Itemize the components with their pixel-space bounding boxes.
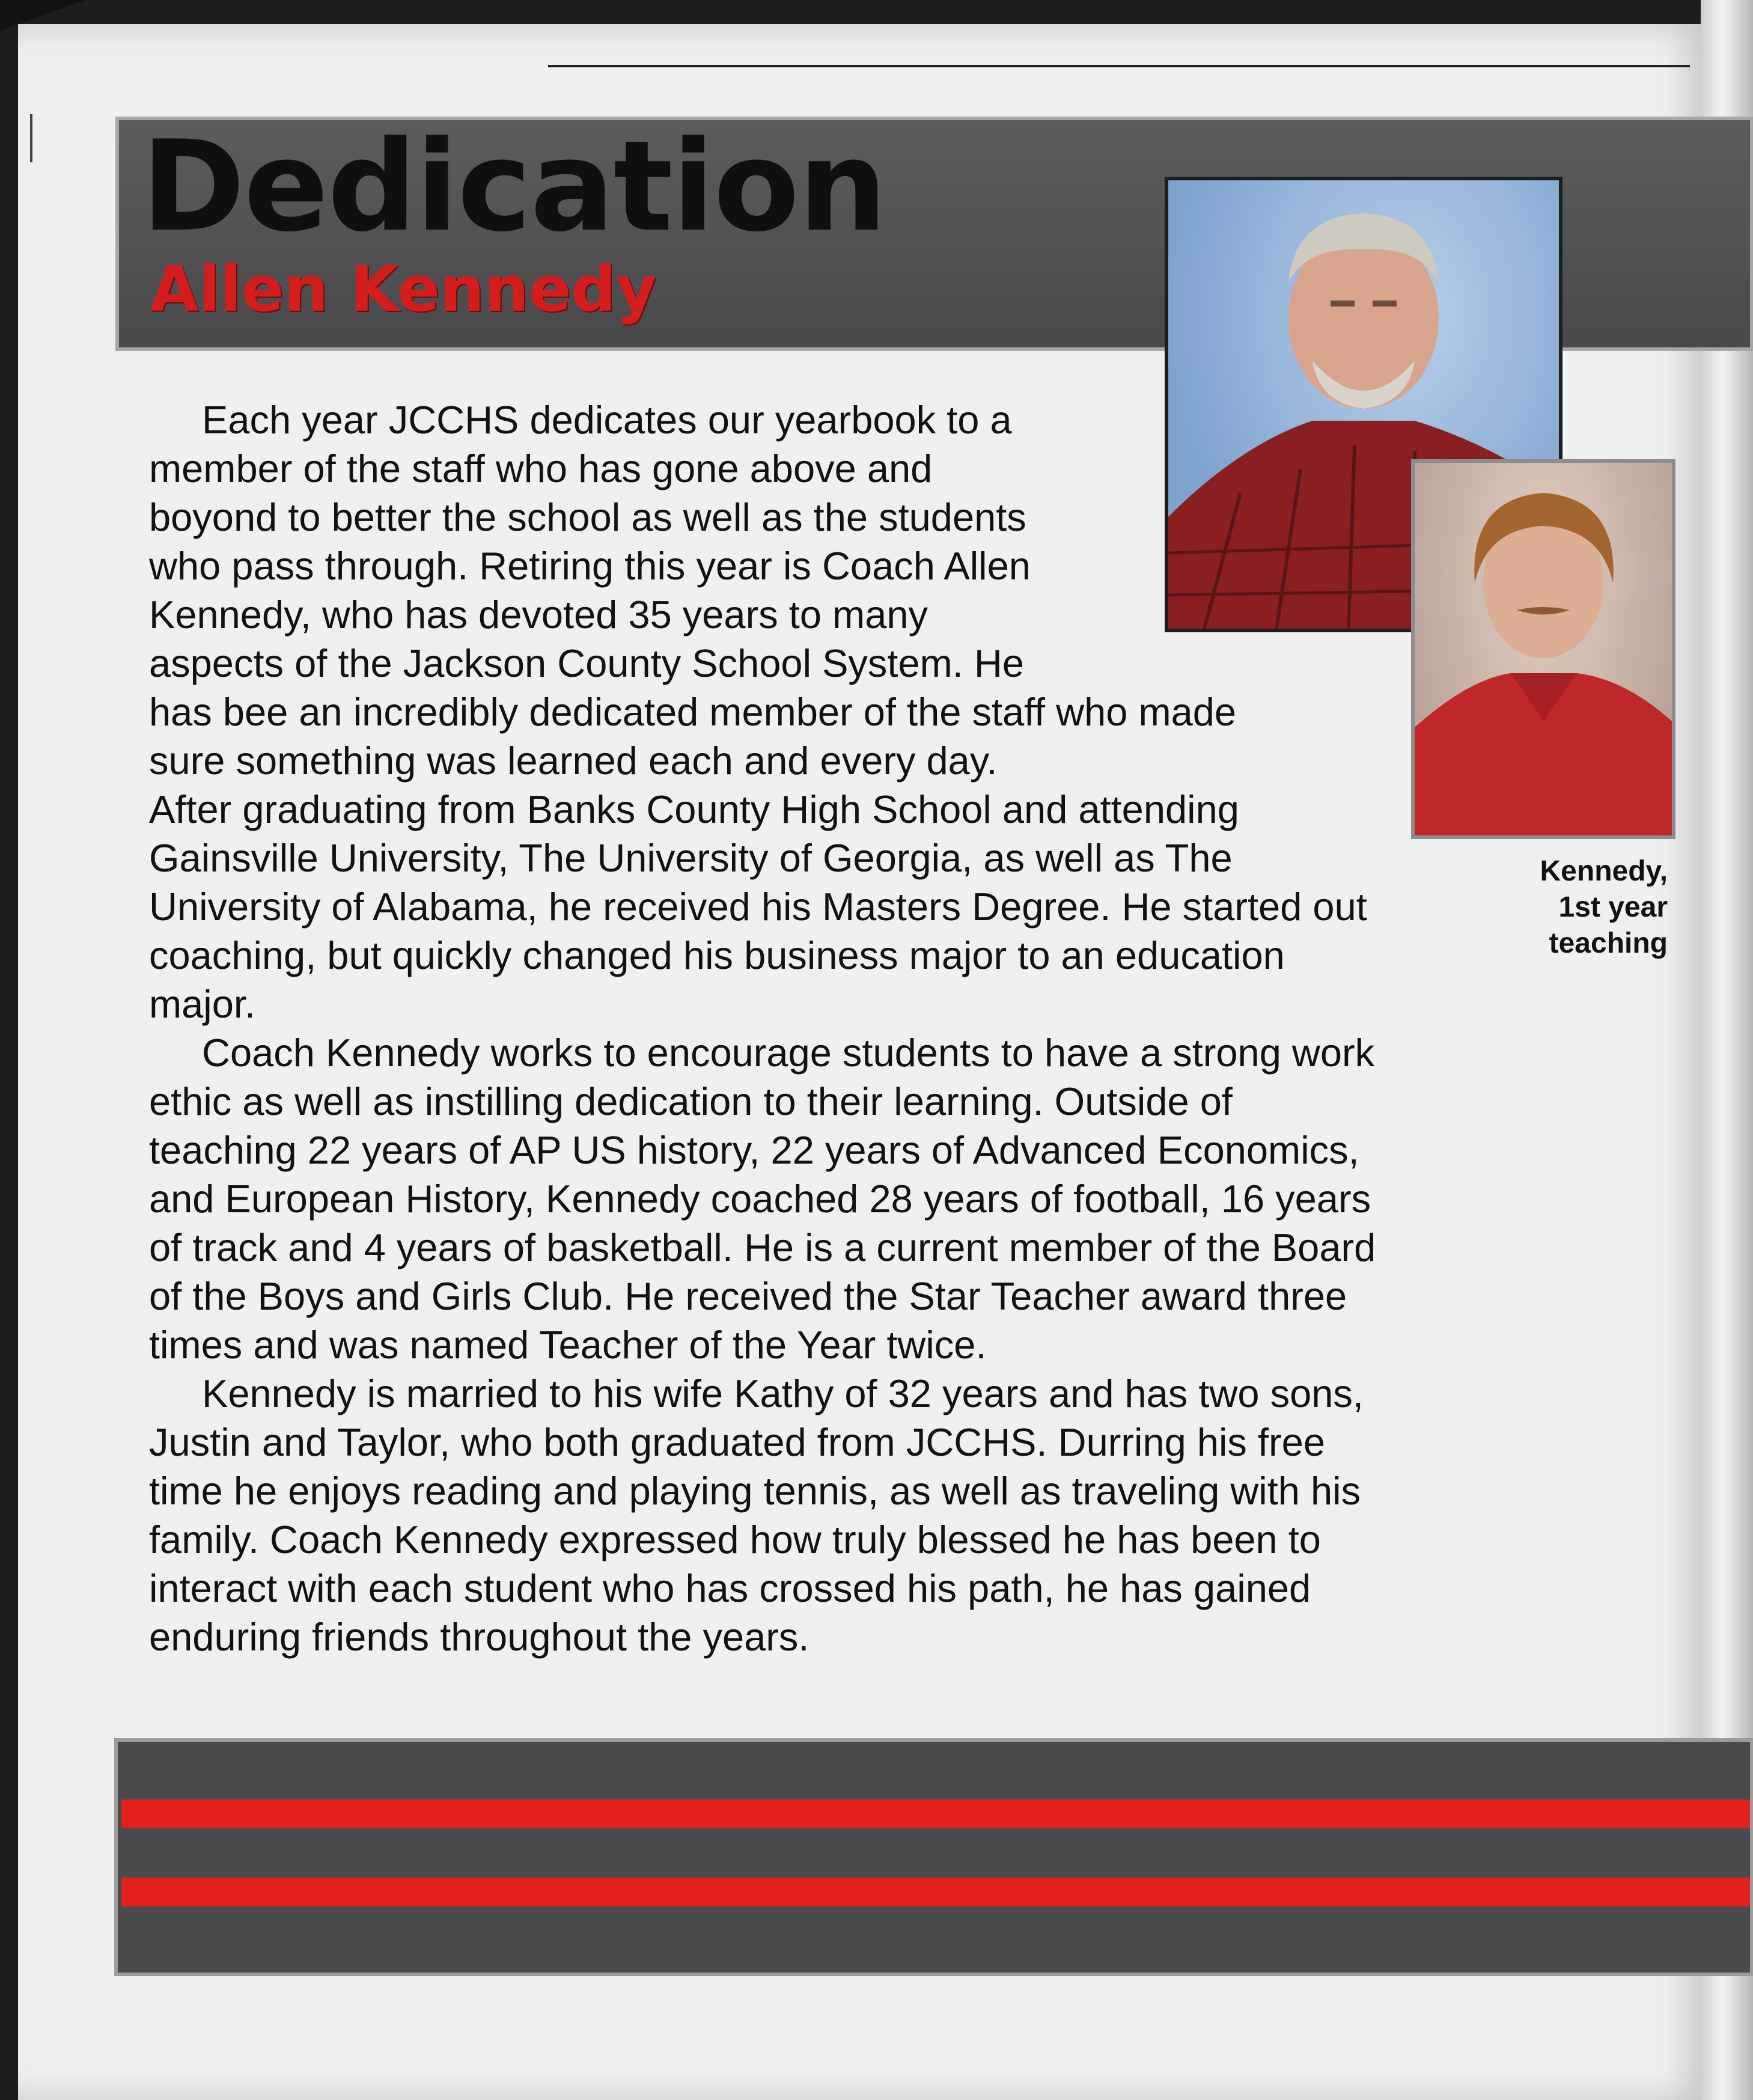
text-line: Justin and Taylor, who both graduated from JCCHS. Durring his free (149, 1420, 1325, 1464)
footer-red-stripe-top (121, 1799, 1750, 1828)
text-line: of the Boys and Girls Club. He received the Star Teacher award three (149, 1274, 1347, 1318)
footer-red-stripe-bottom (121, 1878, 1750, 1906)
text-line: coaching, but quickly changed his business major to an education (149, 933, 1285, 977)
text-line: Kennedy is married to his wife Kathy of 32 years and has two sons, (202, 1372, 1364, 1415)
text-line: major. (149, 982, 256, 1026)
left-edge-mark (30, 114, 32, 162)
text-line: Coach Kennedy works to encourage students to have a strong work (202, 1031, 1375, 1075)
page-title: Dedication (141, 114, 886, 260)
text-line: and European History, Kennedy coached 28 years of football, 16 years (149, 1177, 1371, 1221)
text-line: family. Coach Kennedy expressed how truly blessed he has been to (149, 1518, 1321, 1561)
caption-line-3: teaching (1549, 927, 1668, 959)
top-rule (548, 65, 1690, 67)
text-line: aspects of the Jackson County School System. He (149, 641, 1024, 685)
text-line: Each year JCCHS dedicates our yearbook to a (202, 398, 1012, 442)
text-line: time he enjoys reading and playing tennis, as well as traveling with his (149, 1469, 1361, 1513)
text-line: enduring friends throughout the years. (149, 1615, 809, 1659)
text-line: boyond to better the school as well as the students (149, 495, 1026, 539)
text-line: interact with each student who has crossed his path, he has gained (149, 1566, 1311, 1610)
text-line: Gainsville University, The University of Georgia, as well as The (149, 836, 1233, 880)
caption-line-2: 1st year (1558, 891, 1668, 923)
footer-band (114, 1738, 1753, 1976)
text-line: ethic as well as instilling dedication to their learning. Outside of (149, 1079, 1233, 1123)
text-line: Kennedy, who has devoted 35 years to many (149, 593, 928, 636)
text-line: times and was named Teacher of the Year twice. (149, 1323, 987, 1367)
text-line: member of the staff who has gone above and (149, 447, 933, 490)
paragraph-1-part-2 (149, 688, 1393, 1028)
paragraph-3 (149, 1369, 1531, 1661)
text-line: teaching 22 years of AP US history, 22 years of Advanced Economics, (149, 1128, 1359, 1172)
text-line: who pass through. Retiring this year is Coach Allen (149, 544, 1031, 588)
text-line: has bee an incredibly dedicated member of the staff who made (149, 690, 1237, 734)
text-line: sure something was learned each and every day. (149, 739, 998, 783)
paragraph-2 (149, 1028, 1531, 1369)
text-line: of track and 4 years of basketball. He is a current member of the Board (149, 1226, 1376, 1269)
text-line: After graduating from Banks County High School and attending (149, 787, 1239, 831)
page-subtitle: Allen Kennedy (150, 252, 657, 326)
text-line: University of Alabama, he received his Masters Degree. He started out (149, 885, 1367, 929)
paragraph-1-part-1 (149, 395, 1141, 688)
caption-line-1: Kennedy, (1540, 855, 1668, 887)
article-body (149, 395, 1531, 1661)
